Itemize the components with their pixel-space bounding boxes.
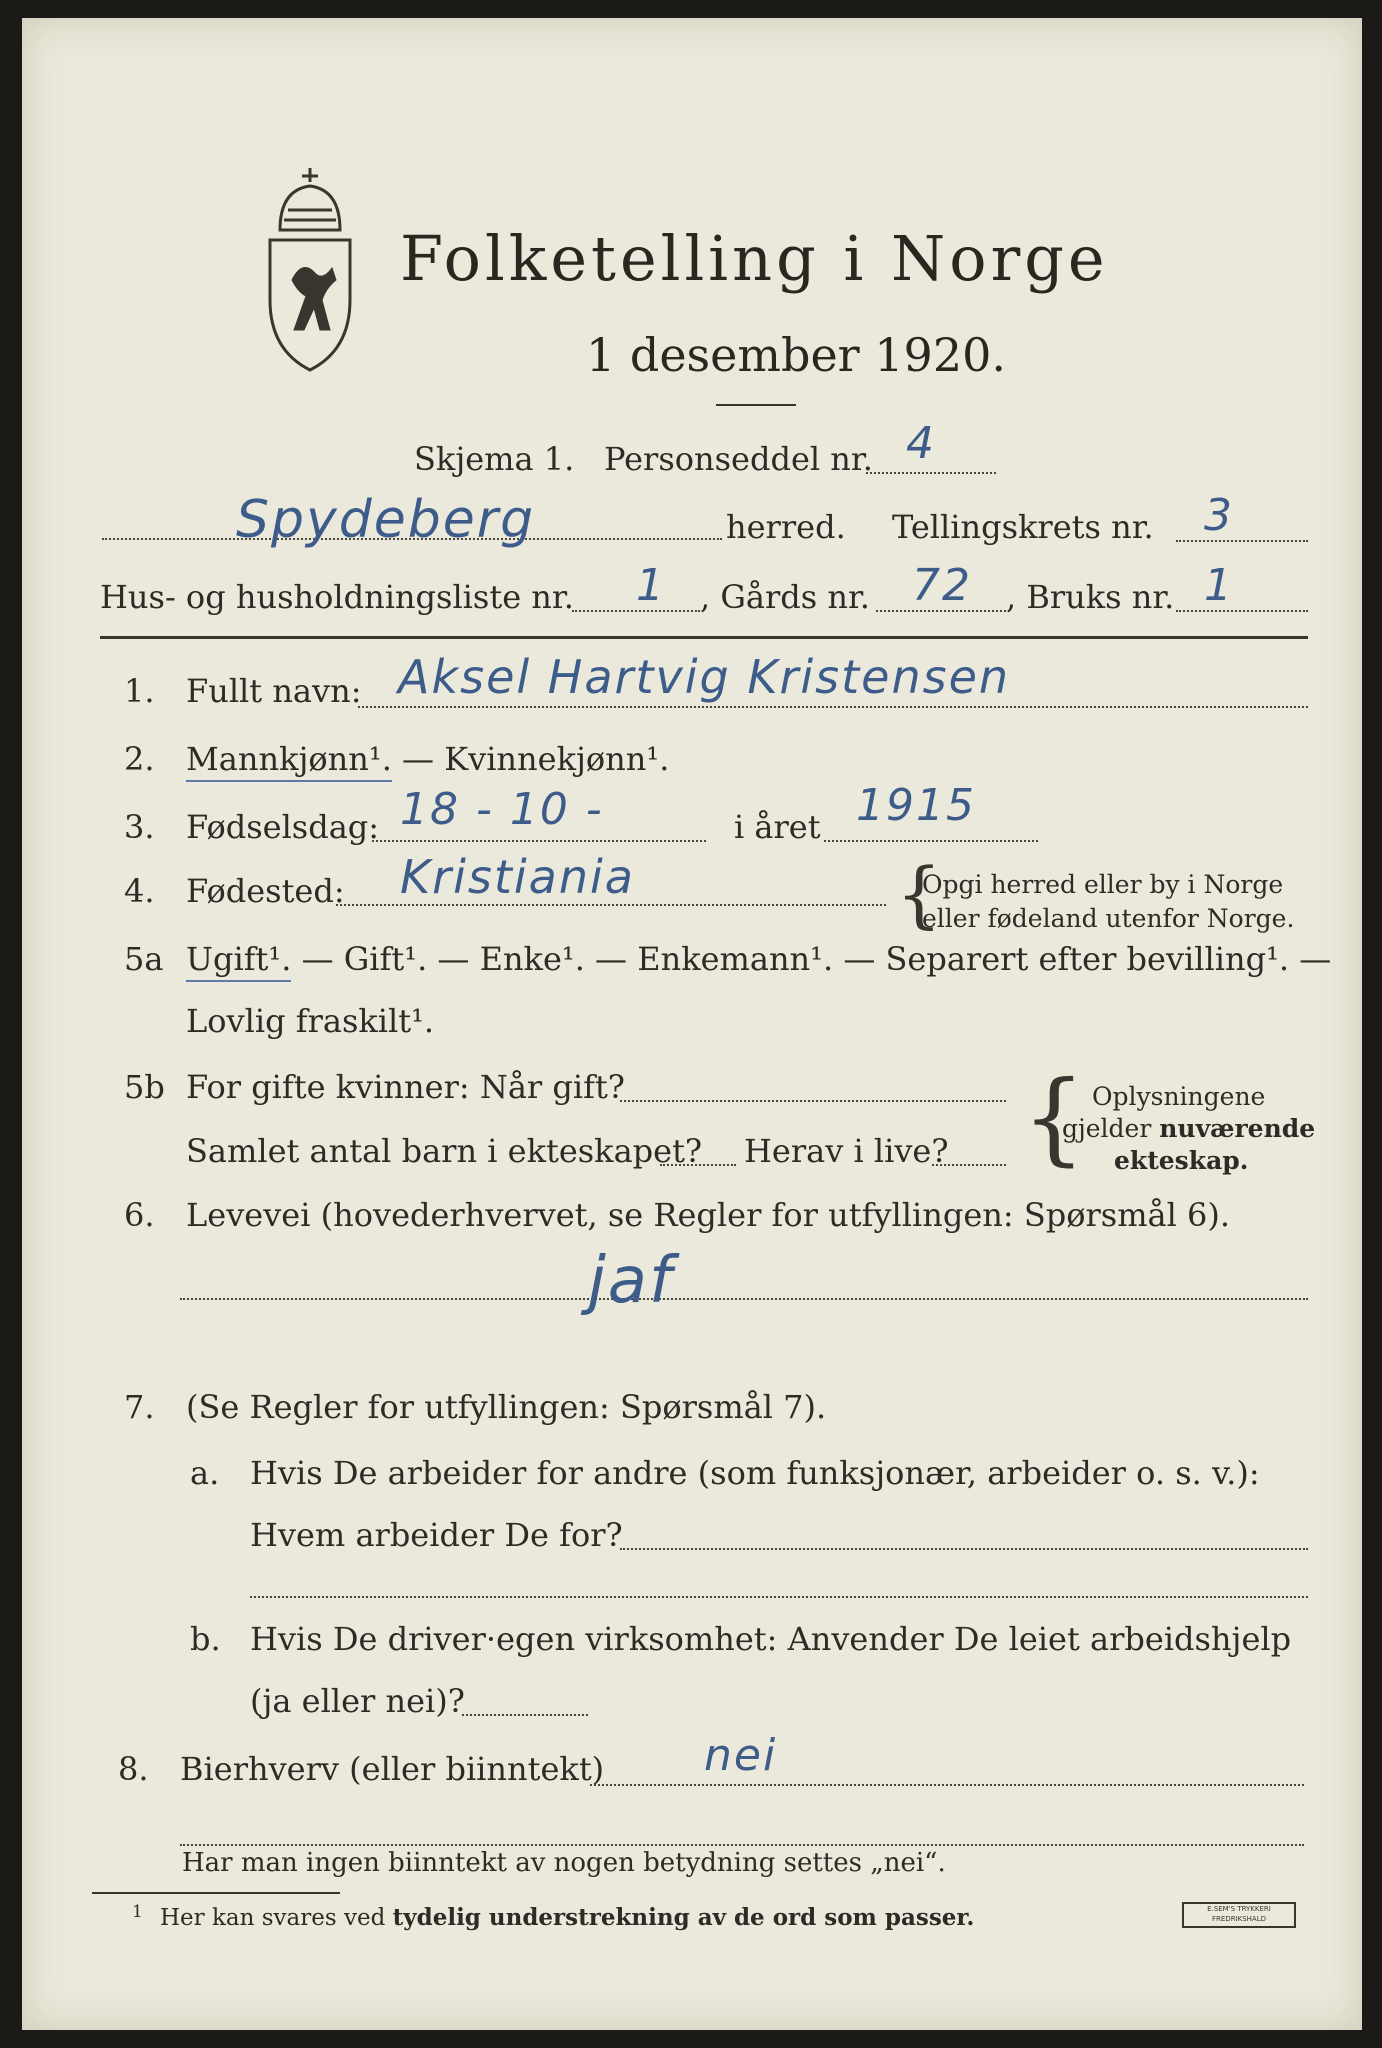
q5a-number: 5a bbox=[124, 940, 164, 978]
marriage-note-brace: { bbox=[1022, 1059, 1086, 1176]
q1-label: Fullt navn: bbox=[186, 672, 362, 710]
gender-female-option[interactable]: Kvinnekjønn¹. bbox=[444, 740, 670, 778]
q3-number: 3. bbox=[124, 808, 155, 846]
marital-status-options bbox=[186, 940, 1331, 978]
birthplace-note-line2: eller fødeland utenfor Norge. bbox=[922, 904, 1295, 933]
form-title: Folketelling i Norge bbox=[400, 222, 1109, 295]
year-label: i året bbox=[734, 808, 821, 846]
hired-help-line bbox=[462, 1714, 588, 1716]
employer-line bbox=[620, 1548, 1308, 1550]
birthday-value[interactable]: 18 - 10 - bbox=[400, 784, 604, 835]
marital-divorced-option[interactable]: Lovlig fraskilt¹. bbox=[186, 1002, 435, 1040]
marriage-note-line1: Oplysningene bbox=[1092, 1082, 1266, 1111]
footnote-text: Her kan svares ved tydelig understrekning av de ord som passer. bbox=[160, 1904, 975, 1931]
occupation-value[interactable]: jaf bbox=[588, 1244, 674, 1318]
q8-number: 8. bbox=[118, 1750, 149, 1788]
employer-line-2 bbox=[250, 1596, 1308, 1598]
tellingskrets-line bbox=[1176, 540, 1308, 542]
side-income-note: Har man ingen biinntekt av nogen betydning settes „nei“. bbox=[182, 1848, 946, 1878]
herred-label: herred. bbox=[726, 508, 846, 546]
title-divider bbox=[716, 404, 796, 406]
personseddel-label: Personseddel nr. bbox=[604, 440, 873, 478]
marital-other-options[interactable]: — Gift¹. — Enke¹. — Enkemann¹. — Separert efter bevilling¹. — bbox=[291, 940, 1332, 978]
occupation-label: Levevei (hovederhvervet, se Regler for utfyllingen: Spørsmål 6). bbox=[186, 1196, 1231, 1234]
bruks-line bbox=[1176, 610, 1308, 612]
gards-value[interactable]: 72 bbox=[912, 560, 972, 611]
herred-value[interactable]: Spydeberg bbox=[236, 490, 536, 550]
footnote-divider bbox=[92, 1892, 340, 1894]
q7-label: (Se Regler for utfyllingen: Spørsmål 7). bbox=[186, 1388, 827, 1426]
employer-label: Hvem arbeider De for? bbox=[250, 1516, 623, 1554]
birthplace-value[interactable]: Kristiania bbox=[400, 850, 635, 904]
bruks-value[interactable]: 1 bbox=[1204, 560, 1234, 611]
q2-options: Mannkjønn¹. — Kvinnekjønn¹. bbox=[186, 740, 669, 778]
q7a-number: a. bbox=[190, 1454, 220, 1492]
married-when-line bbox=[620, 1100, 1006, 1102]
skjema-label: Skjema 1. bbox=[414, 440, 575, 478]
q2-number: 2. bbox=[124, 740, 155, 778]
header-divider bbox=[100, 636, 1308, 639]
children-alive-label: Herav i live? bbox=[744, 1132, 949, 1170]
q7a-line1: Hvis De arbeider for andre (som funksjonær, arbeider o. s. v.): bbox=[250, 1454, 1260, 1492]
birth-year-line bbox=[824, 840, 1038, 842]
gards-label: , Gårds nr. bbox=[700, 578, 870, 616]
children-alive-line bbox=[932, 1164, 1006, 1166]
full-name-value[interactable]: Aksel Hartvig Kristensen bbox=[398, 650, 1011, 704]
marriage-note-line2: gjelder nuværende bbox=[1062, 1114, 1316, 1143]
personseddel-value[interactable]: 4 bbox=[906, 418, 936, 469]
married-when-label: For gifte kvinner: Når gift? bbox=[186, 1068, 625, 1106]
tellingskrets-label: Tellingskrets nr. bbox=[892, 508, 1154, 546]
personseddel-line bbox=[866, 472, 996, 474]
tellingskrets-value[interactable]: 3 bbox=[1204, 490, 1234, 541]
q1-line bbox=[358, 706, 1308, 708]
q3-label: Fødselsdag: bbox=[186, 808, 380, 846]
q7-number: 7. bbox=[124, 1388, 155, 1426]
side-income-label: Bierhverv (eller biinntekt) bbox=[180, 1750, 605, 1788]
birth-year-value[interactable]: 1915 bbox=[856, 780, 976, 831]
footnote-mark: 1 bbox=[132, 1902, 143, 1922]
q7b-number: b. bbox=[190, 1620, 221, 1658]
printer-stamp: E.SEM'S TRYKKERI FREDRIKSHALD bbox=[1182, 1902, 1296, 1928]
side-income-line-2 bbox=[180, 1844, 1304, 1846]
children-total-label: Samlet antal barn i ekteskapet? bbox=[186, 1132, 703, 1170]
birthplace-note-brace: { bbox=[896, 852, 942, 936]
marital-unmarried-option[interactable]: Ugift¹. bbox=[186, 940, 291, 982]
coat-of-arms-emblem bbox=[258, 160, 363, 375]
side-income-value[interactable]: nei bbox=[704, 1730, 778, 1781]
q6-number: 6. bbox=[124, 1196, 155, 1234]
hired-help-label: (ja eller nei)? bbox=[250, 1682, 465, 1720]
q7b-line1: Hvis De driver·egen virksomhet: Anvender De leiet arbeidshjelp bbox=[250, 1620, 1292, 1658]
census-date: 1 desember 1920. bbox=[586, 328, 1006, 382]
gender-male-option[interactable]: Mannkjønn¹. bbox=[186, 740, 392, 782]
q4-number: 4. bbox=[124, 872, 155, 910]
bruks-label: , Bruks nr. bbox=[1006, 578, 1175, 616]
birthplace-note-line1: Opgi herred eller by i Norge bbox=[922, 870, 1284, 899]
husholdningsliste-value[interactable]: 1 bbox=[636, 560, 666, 611]
occupation-line bbox=[180, 1298, 1308, 1300]
birthday-line bbox=[372, 840, 706, 842]
birthplace-line bbox=[336, 904, 886, 906]
q4-label: Fødested: bbox=[186, 872, 345, 910]
side-income-line bbox=[590, 1784, 1304, 1786]
husholdningsliste-label: Hus- og husholdningsliste nr. bbox=[100, 578, 574, 616]
marriage-note-line3: ekteskap. bbox=[1114, 1146, 1249, 1175]
children-total-line bbox=[660, 1164, 736, 1166]
q5b-number: 5b bbox=[124, 1068, 165, 1106]
q1-number: 1. bbox=[124, 672, 155, 710]
